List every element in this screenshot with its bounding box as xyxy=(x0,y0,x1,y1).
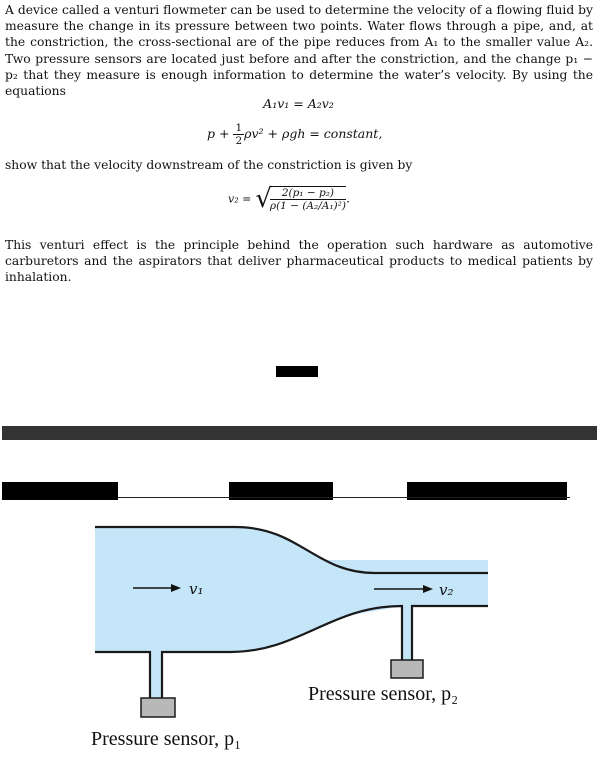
velocity-numerator: 2(p₁ − p₂) xyxy=(270,187,346,200)
velocity-period: . xyxy=(345,190,350,206)
venturi-effect-paragraph: This venturi effect is the principle behind the operation such hardware as automotive carburetors and the aspirators that deliver pharmaceutical products to medical patients by inhalation. xyxy=(5,238,593,285)
pressure-sensor-2 xyxy=(391,660,423,678)
sensor1-label: Pressure sensor, p₁ xyxy=(91,728,242,750)
problem-intro-paragraph: A device called a venturi flowmeter can be used to determine the velocity of a flowing fluid by measure the change in its pressure between two points. Water flows through a pipe, and, at the constriction, the cross-sectional are of the pipe reduces from A₁ to the smaller value A₂. Two pressure sensors are located just before and after the constriction, and the change p₁ − p₂ that they measure is enough information to determine the water’s velocity. By using the equations xyxy=(5,3,593,99)
pressure-sensor-1 xyxy=(141,698,175,717)
pipe-bottom-wall-right xyxy=(412,606,488,660)
sensor1-tube-water xyxy=(150,648,162,698)
one-half-denominator: 2 xyxy=(235,135,243,147)
velocity-lhs: v₂ = xyxy=(228,192,252,206)
velocity-denominator: ρ(1 − (A₂/A₁)²) xyxy=(269,200,346,212)
one-half-numerator: 1 xyxy=(235,122,243,134)
pipe-bottom-wall-left xyxy=(95,652,150,698)
instruction-paragraph: show that the velocity downstream of the constriction is given by xyxy=(5,158,413,172)
sensor2-label: Pressure sensor, p₂ xyxy=(308,683,459,705)
sqrt-symbol: √ xyxy=(255,184,272,214)
bernoulli-suffix: ρv² + ρgh = constant, xyxy=(244,126,383,141)
bernoulli-prefix: p + xyxy=(207,126,234,141)
v2-label: v₂ xyxy=(439,581,454,599)
continuity-equation: A₁v₁ = A₂v₂ xyxy=(263,96,334,111)
v1-label: v₁ xyxy=(189,580,204,598)
sensor2-tube-water xyxy=(402,602,412,660)
